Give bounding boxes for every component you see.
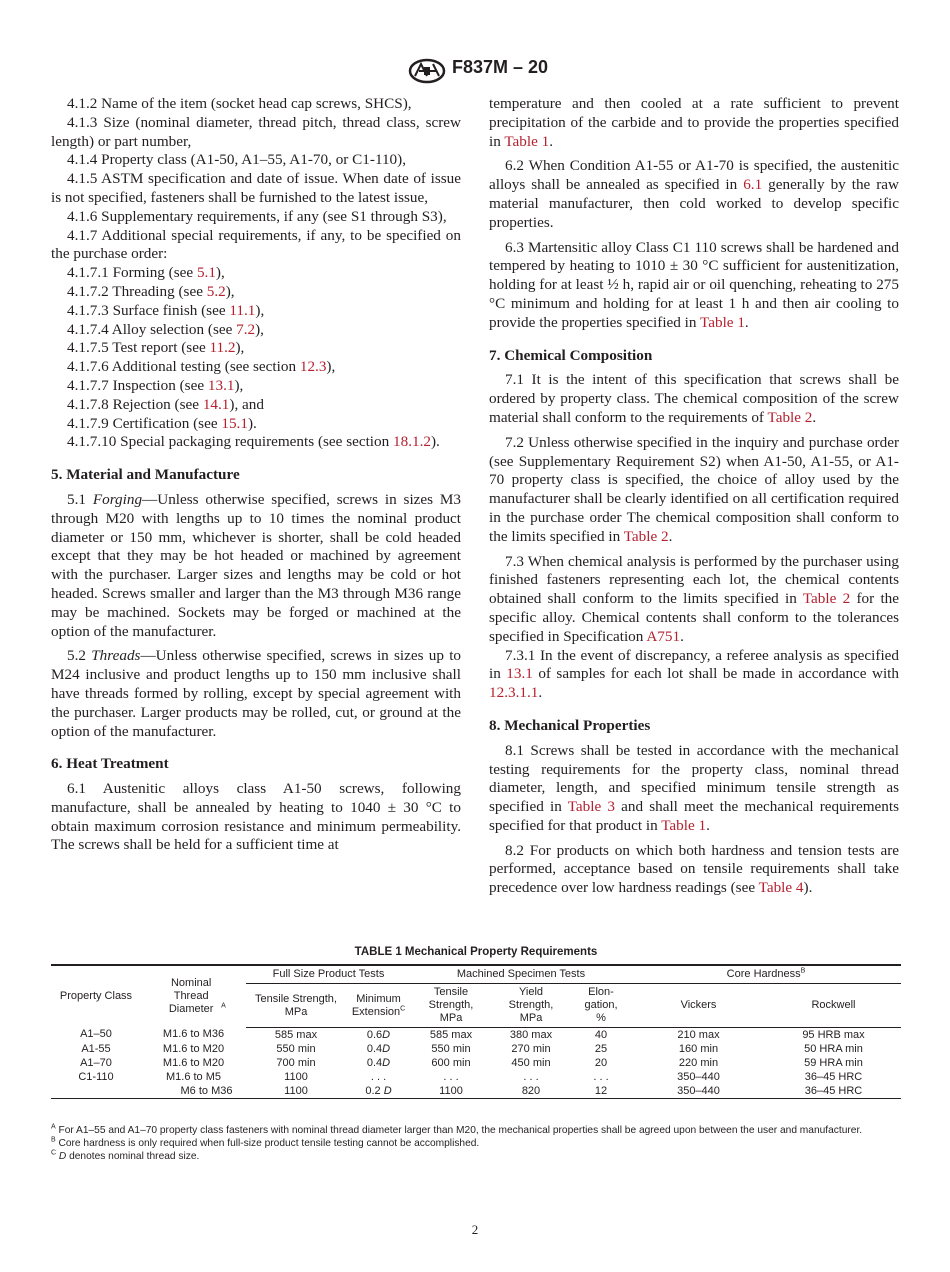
- paragraph-8-1: 8.1 Screws shall be tested in accordance with the mechanical testing requirements for the property class, nominal thread diameter, length, and specified minimum tensile strength as specified in Table 3 and shall meet the mechanical requirements specified for that product in Table 1.: [489, 741, 900, 834]
- paragraph-8-2: 8.2 For products on which both hardness and tension tests are performed, acceptance based on tensile requirements shall take precedence over low hardness readings (see Table 4).: [489, 841, 899, 897]
- column-header: Nominal Thread Diameter $^A$: [168, 977, 226, 1016]
- table-row: A1-55 M1.6 to M20 550 min 0.4D 550 min 270 min 25 160 min 50 HRA min: [81, 1042, 863, 1055]
- list-item: 4.1.7.9 Certification (see 15.1).: [67, 414, 257, 432]
- cross-reference-link[interactable]: Table 1: [661, 816, 707, 834]
- page-header: [0, 56, 950, 86]
- group-header: Machined Specimen Tests: [411, 965, 631, 984]
- column-header: Yield Strength, MPa: [491, 984, 571, 1028]
- cross-reference-link[interactable]: 14.1: [202, 395, 230, 413]
- table-row: C1-110 M1.6 to M5 1100 . . . . . . . . . . . . 350–440 36–45 HRC: [78, 1070, 863, 1083]
- group-header: Full Size Product Tests: [246, 965, 411, 984]
- cross-reference-link[interactable]: Table 3: [567, 798, 615, 816]
- footnote: $^C$ D denotes nominal thread size.: [51, 1149, 200, 1162]
- paragraph-7-3-1: 7.3.1 In the event of discrepancy, a referee analysis as specified in 13.1 of samples for each lot shall be made in accordance with 12.3.1.1.: [489, 646, 899, 702]
- page-number: 2: [471, 1222, 479, 1237]
- paragraph-7-3: 7.3 When chemical analysis is performed by the purchaser using finished fasteners representing each lot, the chemical contents obtained shall conform to the limits specified in Table 2 for the specific alloy. Chemical contents shall conform to the tolerances specified in Specification A751.: [489, 552, 900, 645]
- paragraph-5-1: 5.1 Forging—Unless otherwise specified, screws in sizes M3 through M20 with lengths up to 10 times the nominal product diameter or 150 mm, whichever is shorter, shall be cold headed except that they may be hot headed or machined by agreement with the purchaser. Larger sizes and lengths may be cold or hot headed. Screws smaller and larger than the M3 through M36 range may be machined. Sockets may be forged or machined at the option of the manufacturer.: [51, 490, 462, 640]
- cross-reference-link[interactable]: 11.1: [229, 301, 256, 319]
- column-header: Tensile Strength, MPa: [246, 984, 346, 1028]
- paragraph-6-2: 6.2 When Condition A1-55 or A1-70 is specified, the austenitic alloys shall be annealed as specified in 6.1 generally by the raw material manufacturer, then cold worked to develop specific properties.: [489, 157, 899, 231]
- cross-reference-link[interactable]: Table 4: [758, 879, 804, 897]
- cross-reference-link[interactable]: 7.2: [236, 320, 256, 338]
- section-heading: 8. Mechanical Properties: [489, 716, 651, 734]
- standard-designation: F837M – 20: [452, 57, 549, 77]
- list-item: 4.1.7.2 Threading (see 5.2),: [67, 282, 235, 300]
- table-title: TABLE 1 Mechanical Property Requirements: [354, 946, 598, 958]
- cross-reference-link[interactable]: Table 2: [802, 590, 851, 608]
- paragraph-4-1-7-10: 4.1.7.10 Special packaging requirements (see section 18.1.2).: [67, 433, 440, 451]
- column-header: Tensile Strength, MPa: [411, 984, 491, 1028]
- group-header: Core Hardness$^B$: [631, 965, 901, 984]
- mechanical-property-table: [51, 964, 901, 1099]
- column-header: Property Class: [59, 990, 133, 1003]
- list-item: 4.1.7.6 Additional testing (see section 12.3),: [67, 358, 336, 376]
- footnote: $^A$ For A1–55 and A1–70 property class fasteners with nominal thread diameter larger than M20, the mechanical properties shall be agreed upon between the user and manufacturer.: [51, 1123, 863, 1136]
- paragraph-6-1: 6.1 Austenitic alloys class A1-50 screws, following manufacture, shall be annealed by heating to 1040 ± 30 °C to obtain maximum corrosion resistance and minimum permeability. The screws shall be held for a sufficient time at: [51, 780, 461, 854]
- column-header: Elon- gation, %: [571, 984, 631, 1028]
- cross-reference-link[interactable]: 13.1: [506, 665, 533, 683]
- cross-reference-link[interactable]: 6.1: [743, 176, 763, 194]
- table-row: A1–50 M1.6 to M36 585 max 0.6D 585 max 380 max 40 210 max 95 HRB max: [80, 1028, 865, 1041]
- column-header: Minimum Extension$^C$: [346, 984, 411, 1028]
- left-column: [51, 95, 461, 855]
- paragraph-4-1-5: 4.1.5 ASTM specification and date of issue. When date of issue is not specified, fasteners shall be furnished to the latest issue,: [51, 170, 461, 206]
- section-heading: 7. Chemical Composition: [489, 346, 653, 364]
- column-header: Rockwell: [766, 984, 901, 1028]
- cross-reference-link[interactable]: 5.2: [206, 282, 226, 300]
- table-row: A1–70 M1.6 to M20 700 min 0.4D 600 min 450 min 20 220 min 59 HRA min: [80, 1056, 863, 1069]
- paragraph-6-1-continued: temperature and then cooled at a rate sufficient to prevent precipitation of the carbide and to provide the properties specified in Table 1.: [489, 95, 899, 150]
- paragraph-4-1-2: 4.1.2 Name of the item (socket head cap screws, SHCS),: [67, 95, 412, 112]
- paragraph-4-1-7: 4.1.7 Additional special requirements, if any, to be specified on the purchase order:: [51, 226, 461, 263]
- table-row: M6 to M36 1100 0.2 D 1100 820 12 350–440 36–45 HRC: [51, 1084, 901, 1099]
- paragraph-5-2: 5.2 Threads—Unless otherwise specified, screws in sizes up to M24 inclusive and product lengths up to 150 mm inclusive shall have threads formed by rolling, except by special agreement with the purchaser. Larger products may be rolled, cut, or ground at the option of the manufacturer.: [51, 647, 462, 740]
- paragraph-7-1: 7.1 It is the intent of this specification that screws shall be ordered by property class. The chemical composition of the screw material shall conform to the requirements of Table 2.: [489, 371, 899, 426]
- column-header: Vickers: [631, 984, 766, 1028]
- cross-reference-link[interactable]: 12.3: [299, 358, 327, 376]
- paragraph-4-1-4: 4.1.4 Property class (A1-50, A1–55, A1-70, or C1-110),: [67, 151, 407, 169]
- list-item: 4.1.7.5 Test report (see 11.2),: [67, 339, 245, 357]
- cross-reference-link[interactable]: Table 2: [623, 527, 669, 545]
- astm-logo-icon: [407, 58, 447, 84]
- right-column: [489, 95, 899, 898]
- cross-reference-link[interactable]: Table 2: [767, 408, 813, 426]
- section-heading: 5. Material and Manufacture: [51, 466, 240, 484]
- table-footnotes: [51, 1124, 901, 1163]
- list-item: 4.1.7.7 Inspection (see 13.1),: [67, 376, 244, 394]
- paragraph-4-1-3: 4.1.3 Size (nominal diameter, thread pitch, thread class, screw length) or part number,: [51, 113, 461, 150]
- list-item: 4.1.7.3 Surface finish (see 11.1),: [67, 301, 265, 319]
- cross-reference-link[interactable]: 5.1: [196, 264, 216, 282]
- paragraph-6-3: 6.3 Martensitic alloy Class C1 110 screws shall be hardened and tempered by heating to 1010 ± 30 °C sufficient for austenitization, holding for at least ½ h, rapid air or oil quenching, reheating to 275 °C minimum and holding for at least 1 h and then air cooling to provide the properties specified in Table 1.: [489, 238, 899, 331]
- cross-reference-link[interactable]: 15.1: [221, 414, 248, 432]
- paragraph-7-2: 7.2 Unless otherwise specified in the inquiry and purchase order (see Supplementary Requirement S2) when A1-50, A1-55, or A1-70 property class is specified, the choice of alloy used by the manufacturer shall be clearly identified on all certification required in the purchase order The chemical composition shall conform to the limits specified in Table 2.: [489, 433, 899, 545]
- list-item: 4.1.7.8 Rejection (see 14.1), and: [67, 395, 264, 413]
- list-item: 4.1.7.4 Alloy selection (see 7.2),: [67, 320, 264, 338]
- list-item: 4.1.7.1 Forming (see 5.1),: [67, 264, 225, 282]
- cross-reference-link[interactable]: A751: [646, 627, 681, 645]
- footnote: $^B$ Core hardness is only required when full-size product tensile testing cannot be accomplished.: [51, 1136, 480, 1149]
- cross-reference-link[interactable]: 18.1.2: [393, 433, 431, 451]
- cross-reference-link[interactable]: 13.1: [207, 376, 235, 394]
- cross-reference-link[interactable]: 11.2: [209, 339, 236, 357]
- cross-reference-link[interactable]: Table 1: [504, 132, 550, 150]
- section-heading: 6. Heat Treatment: [51, 755, 169, 773]
- paragraph-4-1-6: 4.1.6 Supplementary requirements, if any (see S1 through S3),: [67, 207, 447, 225]
- cross-reference-link[interactable]: Table 1: [700, 313, 745, 331]
- cross-reference-link[interactable]: 12.3.1.1: [489, 684, 539, 702]
